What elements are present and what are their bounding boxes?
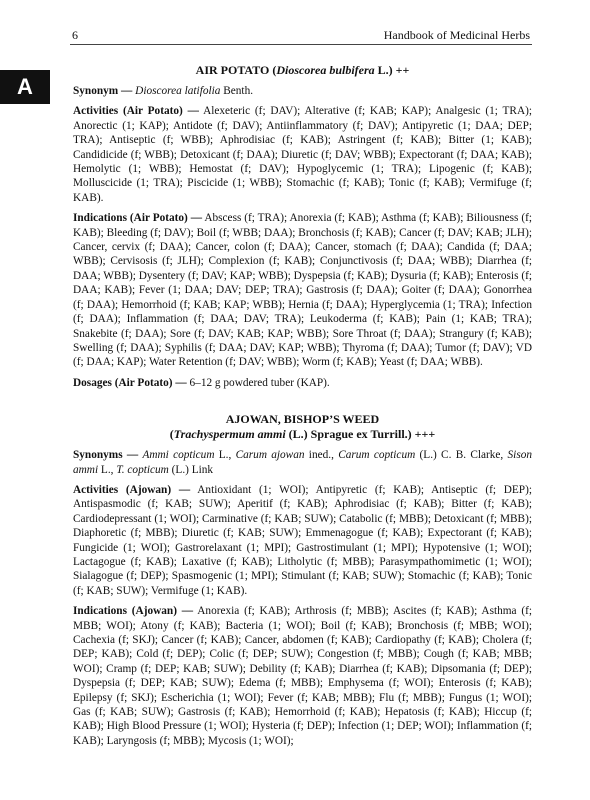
running-head: Handbook of Medicinal Herbs	[383, 28, 530, 42]
synonym-paragraph	[73, 84, 532, 98]
dosages-paragraph	[73, 376, 532, 390]
synonym-latin: Sison ammi	[73, 449, 533, 476]
synonym-rest: Benth.	[220, 85, 254, 97]
entry-title-line2	[73, 427, 532, 442]
indications-text: Anorexia (f; KAB); Arthrosis (f; MBB); Ascites (f; KAB); Asthma (f; MBB; WOI); Atony (f; KAB); Bacteria (1; WOI); Boil (f; KAB); Bronchosis (f; MBB; WOI); Cachexia (f; SKJ); Cancer (f; KAB); Cancer, abdomen (f; KAB); Cardiopathy (f; KAB); Cholera (f; DEP; KAB); Cold (f; DEP); Colic (f; DEP; SUW); Congestion (f; MBB); Cough (f; KAB; MBB; WOI); Cramp (f; DEP; KAB; SUW); Debility (f; KAB); Diarrhea (f; KAB); Dipsomania (f; DEP); Dyspepsia (f; DEP; KAB; SUW); Edema (f; MBB); Emphysema (f; WOI); Enterosis (f; KAB); Epilepsy (f; SKJ); Escherichia (1; WOI); Fever (f; KAB; MBB); Flu (f; MBB); Fungus (1; WOI); Gas (f; KAB; SUW); Gastrosis (f; KAB); Hemorrhoid (f; KAB); Hepatosis (f; KAB); Hiccup (f; KAB); High Blood Pressure (1; WOI); Hysteria (f; DEP); Infection (1; DEP; WOI); Inflammation (f; KAB); Laryngosis (f; MBB); Mycosis (1; WOI);	[73, 605, 533, 747]
entry-title-latin: Trachyspermum ammi	[173, 427, 286, 442]
synonym-author: L.,	[214, 449, 236, 462]
entry-title-rest: (L.) Sprague ex Turrill.) +++	[285, 427, 436, 442]
activities-paragraph	[73, 483, 532, 598]
synonym-latin: Carum copticum	[338, 449, 416, 462]
entry-title	[73, 63, 532, 78]
activities-label: Activities (Air Potato) —	[73, 105, 199, 118]
entry-title-rest: L.) ++	[374, 63, 410, 77]
activities-label: Activities (Ajowan) —	[73, 483, 191, 496]
synonym-author: L.,	[98, 463, 117, 476]
synonym-latin: Carum ajowan	[235, 449, 305, 462]
page-number: 6	[72, 28, 78, 42]
indications-paragraph	[73, 604, 532, 748]
synonym-latin: Dioscorea latifolia	[135, 85, 221, 97]
synonym-latin: T. copticum	[116, 463, 169, 476]
synonym-author: ined.,	[304, 449, 339, 462]
indications-label: Indications (Ajowan) —	[73, 605, 194, 618]
entry-title-latin: Dioscorea bulbifera	[276, 63, 375, 77]
activities-text: Antioxidant (1; WOI); Antipyretic (f; KAB); Antiseptic (f; DEP); Antispasmodic (f; KAB; SUW); Aperitif (f; KAB); Aphrodisiac (f; KAB); Bitter (f; KAB); Cardiodepressant (1; WOI); Carminative (f; KAB; SUW); Catabolic (f; MBB); Detoxicant (f; MBB); Diaphoretic (f; MBB); Diuretic (f; KAB; SUW); Emmenagogue (f; KAB); Expectorant (f; KAB); Fungicide (1; WOI); Gastrorelaxant (1; MPI); Gastrostimulant (1; MPI); Hypotensive (1; WOI); Lactagogue (f; KAB); Laxative (f; KAB); Litholytic (f; MBB); Parasympathomimetic (1; WOI); Sialagogue (f; DEP); Spasmogenic (1; MPI); Stimulant (f; KAB; SUW); Stomachic (f; KAB); Tonic (f; KAB; SUW); Vermifuge (1; KAB).	[73, 483, 532, 597]
section-gap	[73, 396, 532, 412]
synonyms-label: Synonyms —	[73, 449, 139, 462]
indications-text: Abscess (f; TRA); Anorexia (f; KAB); Asthma (f; KAB); Biliousness (f; KAB); Bleeding (f; DAV); Boil (f; WBB; DAA); Bronchosis (f; KAB); Cancer (f; DAV; KAB; JLH); Cancer, cervix (f; DAA); Cancer, colon (f; DAA); Cancer, stomach (f; DAA); Candida (f; DAA; WBB); Cervisosis (f; JLH); Complexion (f; KAB); Conjunctivosis (f; DAA; WBB); Diarrhea (f; DAA; WBB); Dysentery (f; DAV; KAP; WBB); Dyspepsia (f; KAB); Dysuria (f; KAB); Enterosis (f; DAA; KAB); Fever (1; DAA; DAV; DEP; TRA); Gastrosis (f; DAA); Goiter (f; DAA); Gonorrhea (f; DAA); Hemorrhoid (f; KAB; KAP; WBB); Hernia (f; DAA); Hyperglycemia (1; TRA); Infection (f; DAA); Inflammation (f; DAA; DAV; TRA); Leukoderma (f; KAB); Pain (1; KAB; TRA); Snakebite (f; DAA); Sore (f; DAV; KAB; KAP; WBB); Sore Throat (f; DAA); Strangury (f; KAB); Swelling (f; DAA); Syphilis (f; DAA; DAV; KAP; WBB); Thyroma (f; DAA); Tumor (f; DAV); VD (f; DAA; KAP); Water Retention (f; DAV; WBB); Worm (f; KAB); Yeast (f; DAA; WBB).	[73, 212, 532, 369]
synonym-author: (L.) Link	[168, 463, 214, 476]
entry-title-open: (	[169, 427, 174, 442]
entry-title-line1: AJOWAN, BISHOP’S WEED	[225, 412, 380, 427]
indications-label: Indications (Air Potato) —	[73, 212, 203, 225]
synonym-latin: Ammi copticum	[142, 449, 215, 462]
synonyms-paragraph	[73, 448, 532, 477]
section-tab-letter: A	[0, 70, 50, 104]
page-content	[73, 63, 532, 754]
entry-title-text: AIR POTATO (	[195, 63, 277, 77]
dosages-label: Dosages (Air Potato) —	[73, 376, 187, 389]
entry-title	[73, 412, 532, 442]
header-rule	[70, 44, 532, 45]
synonym-label: Synonym —	[73, 85, 133, 97]
indications-paragraph	[73, 211, 532, 369]
synonym-author: (L.) C. B. Clarke,	[415, 449, 508, 462]
activities-text: Alexeteric (f; DAV); Alterative (f; KAB; KAP); Analgesic (1; TRA); Anorectic (1; KAP); Antidote (f; DAV); Antiinflammatory (f; DAV); Antipyretic (1; DAA; DEP; TRA); Antiseptic (f; WBB); Aphrodisiac (f; KAB); Astringent (f; KAB); Bitter (1; KAB); Candidicide (f; WBB); Detoxicant (f; DAA); Diuretic (f; DAV; WBB); Expectorant (f; DAA; KAB); Hemolytic (1; WBB); Hemostat (f; DAV); Hypoglycemic (1; TRA); Lipogenic (f; KAB); Molluscicide (1; TRA); Piscicide (1; WBB); Stomachic (f; KAB); Tonic (f; KAB); Vermifuge (f; KAB).	[73, 105, 533, 204]
dosages-text: 6–12 g powdered tuber (KAP).	[189, 376, 330, 389]
activities-paragraph	[73, 104, 532, 205]
